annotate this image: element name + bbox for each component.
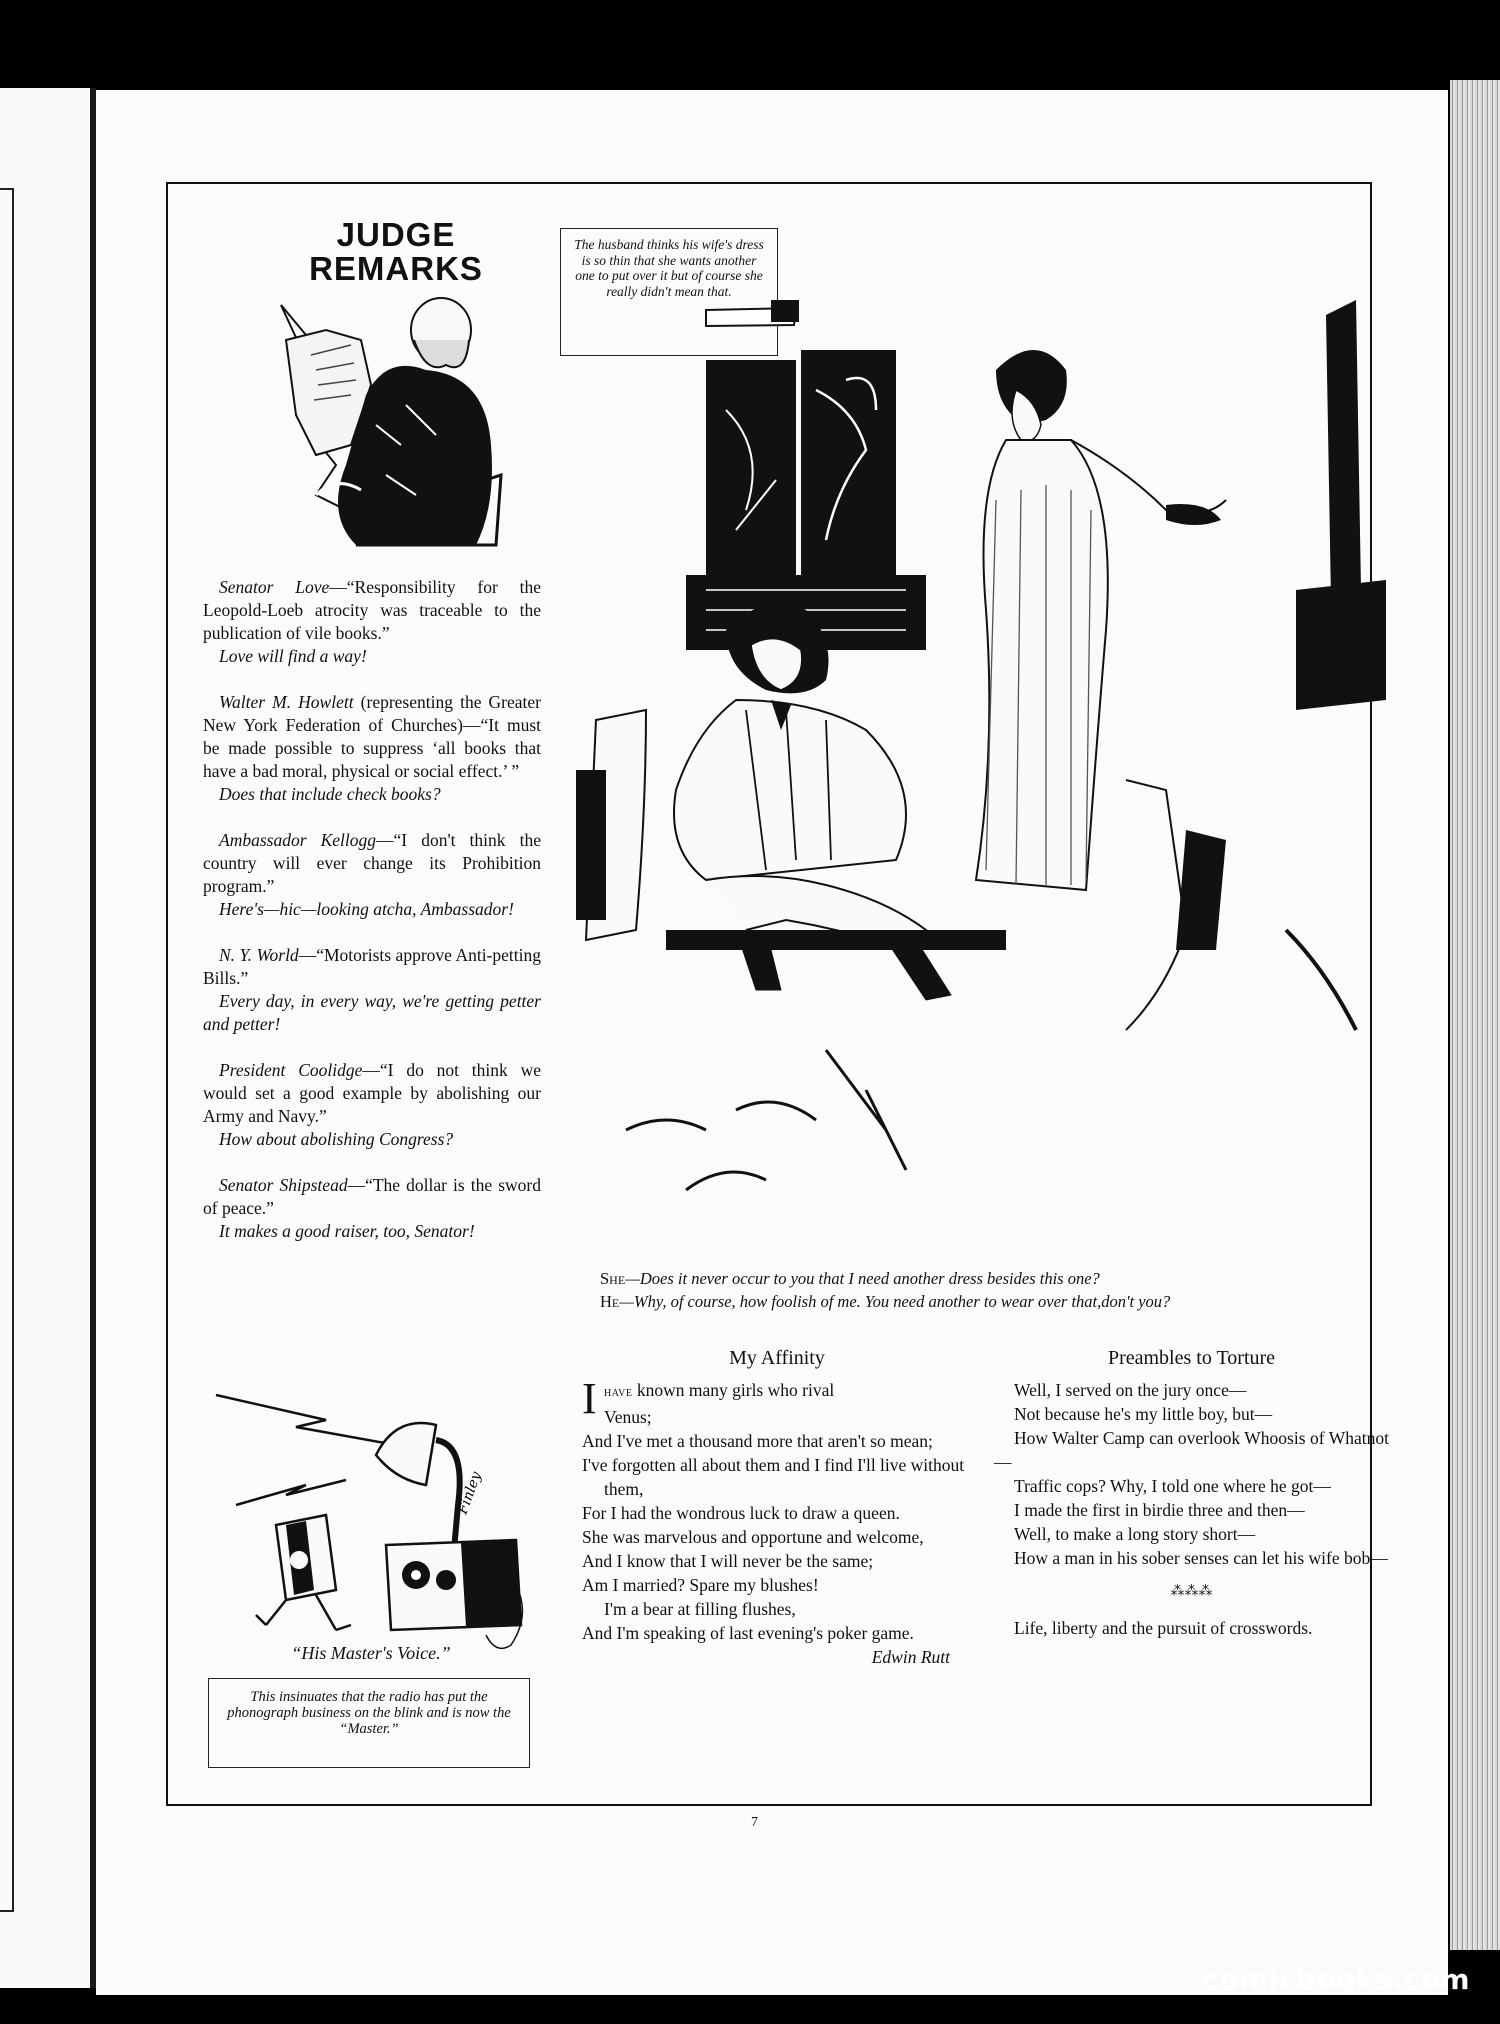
poem-line: And I've met a thousand more that aren't so mean; — [582, 1431, 933, 1451]
he-line: —Why, of course, how foolish of me. You need another to wear over that,don't you? — [619, 1292, 1171, 1311]
poem-line: She was marvelous and opportune and welcome, — [582, 1527, 924, 1547]
remark-quote: (representing the Greater New York Federation of Churches)—“It must be made possible to suppress ‘all books that have a bad moral, physical or social effect.’ ” — [203, 692, 542, 781]
remark-speaker: Senator Love — [219, 577, 330, 597]
poem-first-line: known many girls who rival — [632, 1380, 835, 1400]
remark-answer: Love will find a way! — [219, 646, 367, 666]
torture-line: How a man in his sober senses can let his wife bob— — [1014, 1548, 1388, 1568]
torture-line: Not because he's my little boy, but— — [1014, 1404, 1273, 1424]
remark-quote: —“Responsibility for the Leopold-Loeb atrocity was traceable to the publication of vile books.” — [203, 577, 541, 643]
judge-reading-illustration — [186, 245, 516, 570]
remarks-column — [203, 576, 541, 1266]
book-page-edges — [1450, 80, 1500, 1950]
poem-my-affinity — [582, 1346, 972, 1669]
page-number: 7 — [751, 1815, 758, 1830]
poem-line: Am I married? Spare my blushes! — [582, 1575, 819, 1595]
remark-answer: Every day, in every way, we're getting petter and petter! — [203, 991, 541, 1034]
remark-speaker: N. Y. World — [219, 945, 299, 965]
remark-item — [203, 691, 541, 806]
torture-line: Well, I served on the jury once— — [1014, 1380, 1247, 1400]
illustration-caption-box: The husband thinks his wife's dress is so thin that she wants another one to put over it but of course she really didn't mean that. — [560, 228, 778, 356]
remark-item — [203, 1059, 541, 1151]
remark-speaker: Senator Shipstead — [219, 1175, 348, 1195]
poem-line: And I'm speaking of last evening's poker game. — [582, 1623, 914, 1643]
adjacent-page-edge — [0, 88, 96, 1988]
cartoonist-signature: Finley — [454, 1469, 485, 1517]
torture-line: Traffic cops? Why, I told one where he got— — [1014, 1476, 1331, 1496]
he-label: He — [600, 1292, 620, 1311]
poem-title: Preambles to Torture — [1107, 1347, 1276, 1369]
remark-item — [203, 576, 541, 668]
poem-first-word: have — [604, 1385, 633, 1400]
site-watermark: comicbooks.com — [1202, 1963, 1470, 1996]
radio-phonograph-cartoon — [196, 1375, 536, 1680]
radio-cartoon-note: This insinuates that the radio has put the phonograph business on the blink and is now the “Master.” — [208, 1678, 530, 1768]
poem-line: And I know that I will never be the same; — [582, 1551, 874, 1571]
couple-illustration — [566, 230, 1416, 1330]
illustration-dialogue — [576, 1267, 1396, 1313]
section-divider-stars: ⁂⁂⁂ — [1170, 1584, 1213, 1599]
remark-quote: —“Motorists approve Anti-petting Bills.” — [203, 945, 541, 988]
poem-line: I've forgotten all about them and I find I'll live without them, — [582, 1455, 965, 1499]
torture-closing: Life, liberty and the pursuit of crosswords. — [1014, 1618, 1313, 1638]
remark-item — [203, 1174, 541, 1243]
section-title — [286, 218, 506, 286]
torture-line: How Walter Camp can overlook Whoosis of Whatnot— — [994, 1428, 1389, 1472]
remark-speaker: President Coolidge — [219, 1060, 363, 1080]
poem-title: My Affinity — [729, 1347, 825, 1369]
poem-line: For I had the wondrous luck to draw a queen. — [582, 1503, 900, 1523]
drop-cap: I — [582, 1374, 597, 1423]
torture-line: Well, to make a long story short— — [1014, 1524, 1256, 1544]
section-title-line-1: JUDGE — [336, 216, 456, 253]
remark-item — [203, 829, 541, 921]
magazine-page — [96, 90, 1448, 1995]
remark-answer: Here's—hic—looking atcha, Ambassador! — [219, 899, 514, 919]
remark-quote: —“The dollar is the sword of peace.” — [203, 1175, 541, 1218]
remark-quote: —“I do not think we would set a good example by abolishing our Army and Navy.” — [203, 1060, 541, 1126]
remark-quote: —“I don't think the country will ever change its Prohibition program.” — [203, 830, 541, 896]
section-title-line-2: REMARKS — [309, 250, 483, 287]
remark-item — [203, 944, 541, 1036]
poem-preambles-to-torture — [994, 1346, 1389, 1640]
remark-speaker: Walter M. Howlett — [219, 692, 354, 712]
she-line: —Does it never occur to you that I need another dress besides this one? — [625, 1269, 1100, 1288]
she-label: She — [600, 1269, 626, 1288]
remark-answer: Does that include check books? — [219, 784, 441, 804]
remark-speaker: Ambassador Kellogg — [219, 830, 377, 850]
torture-line: I made the first in birdie three and then— — [1014, 1500, 1305, 1520]
poem-line: I'm a bear at filling flushes, — [604, 1599, 796, 1619]
poem-line: Venus; — [604, 1407, 652, 1427]
radio-cartoon-caption: “His Master's Voice.” — [291, 1643, 451, 1663]
adjacent-page-rule — [0, 188, 14, 1912]
remark-answer: How about abolishing Congress? — [219, 1129, 454, 1149]
remark-answer: It makes a good raiser, too, Senator! — [219, 1221, 475, 1241]
poem-author: Edwin Rutt — [871, 1647, 950, 1667]
